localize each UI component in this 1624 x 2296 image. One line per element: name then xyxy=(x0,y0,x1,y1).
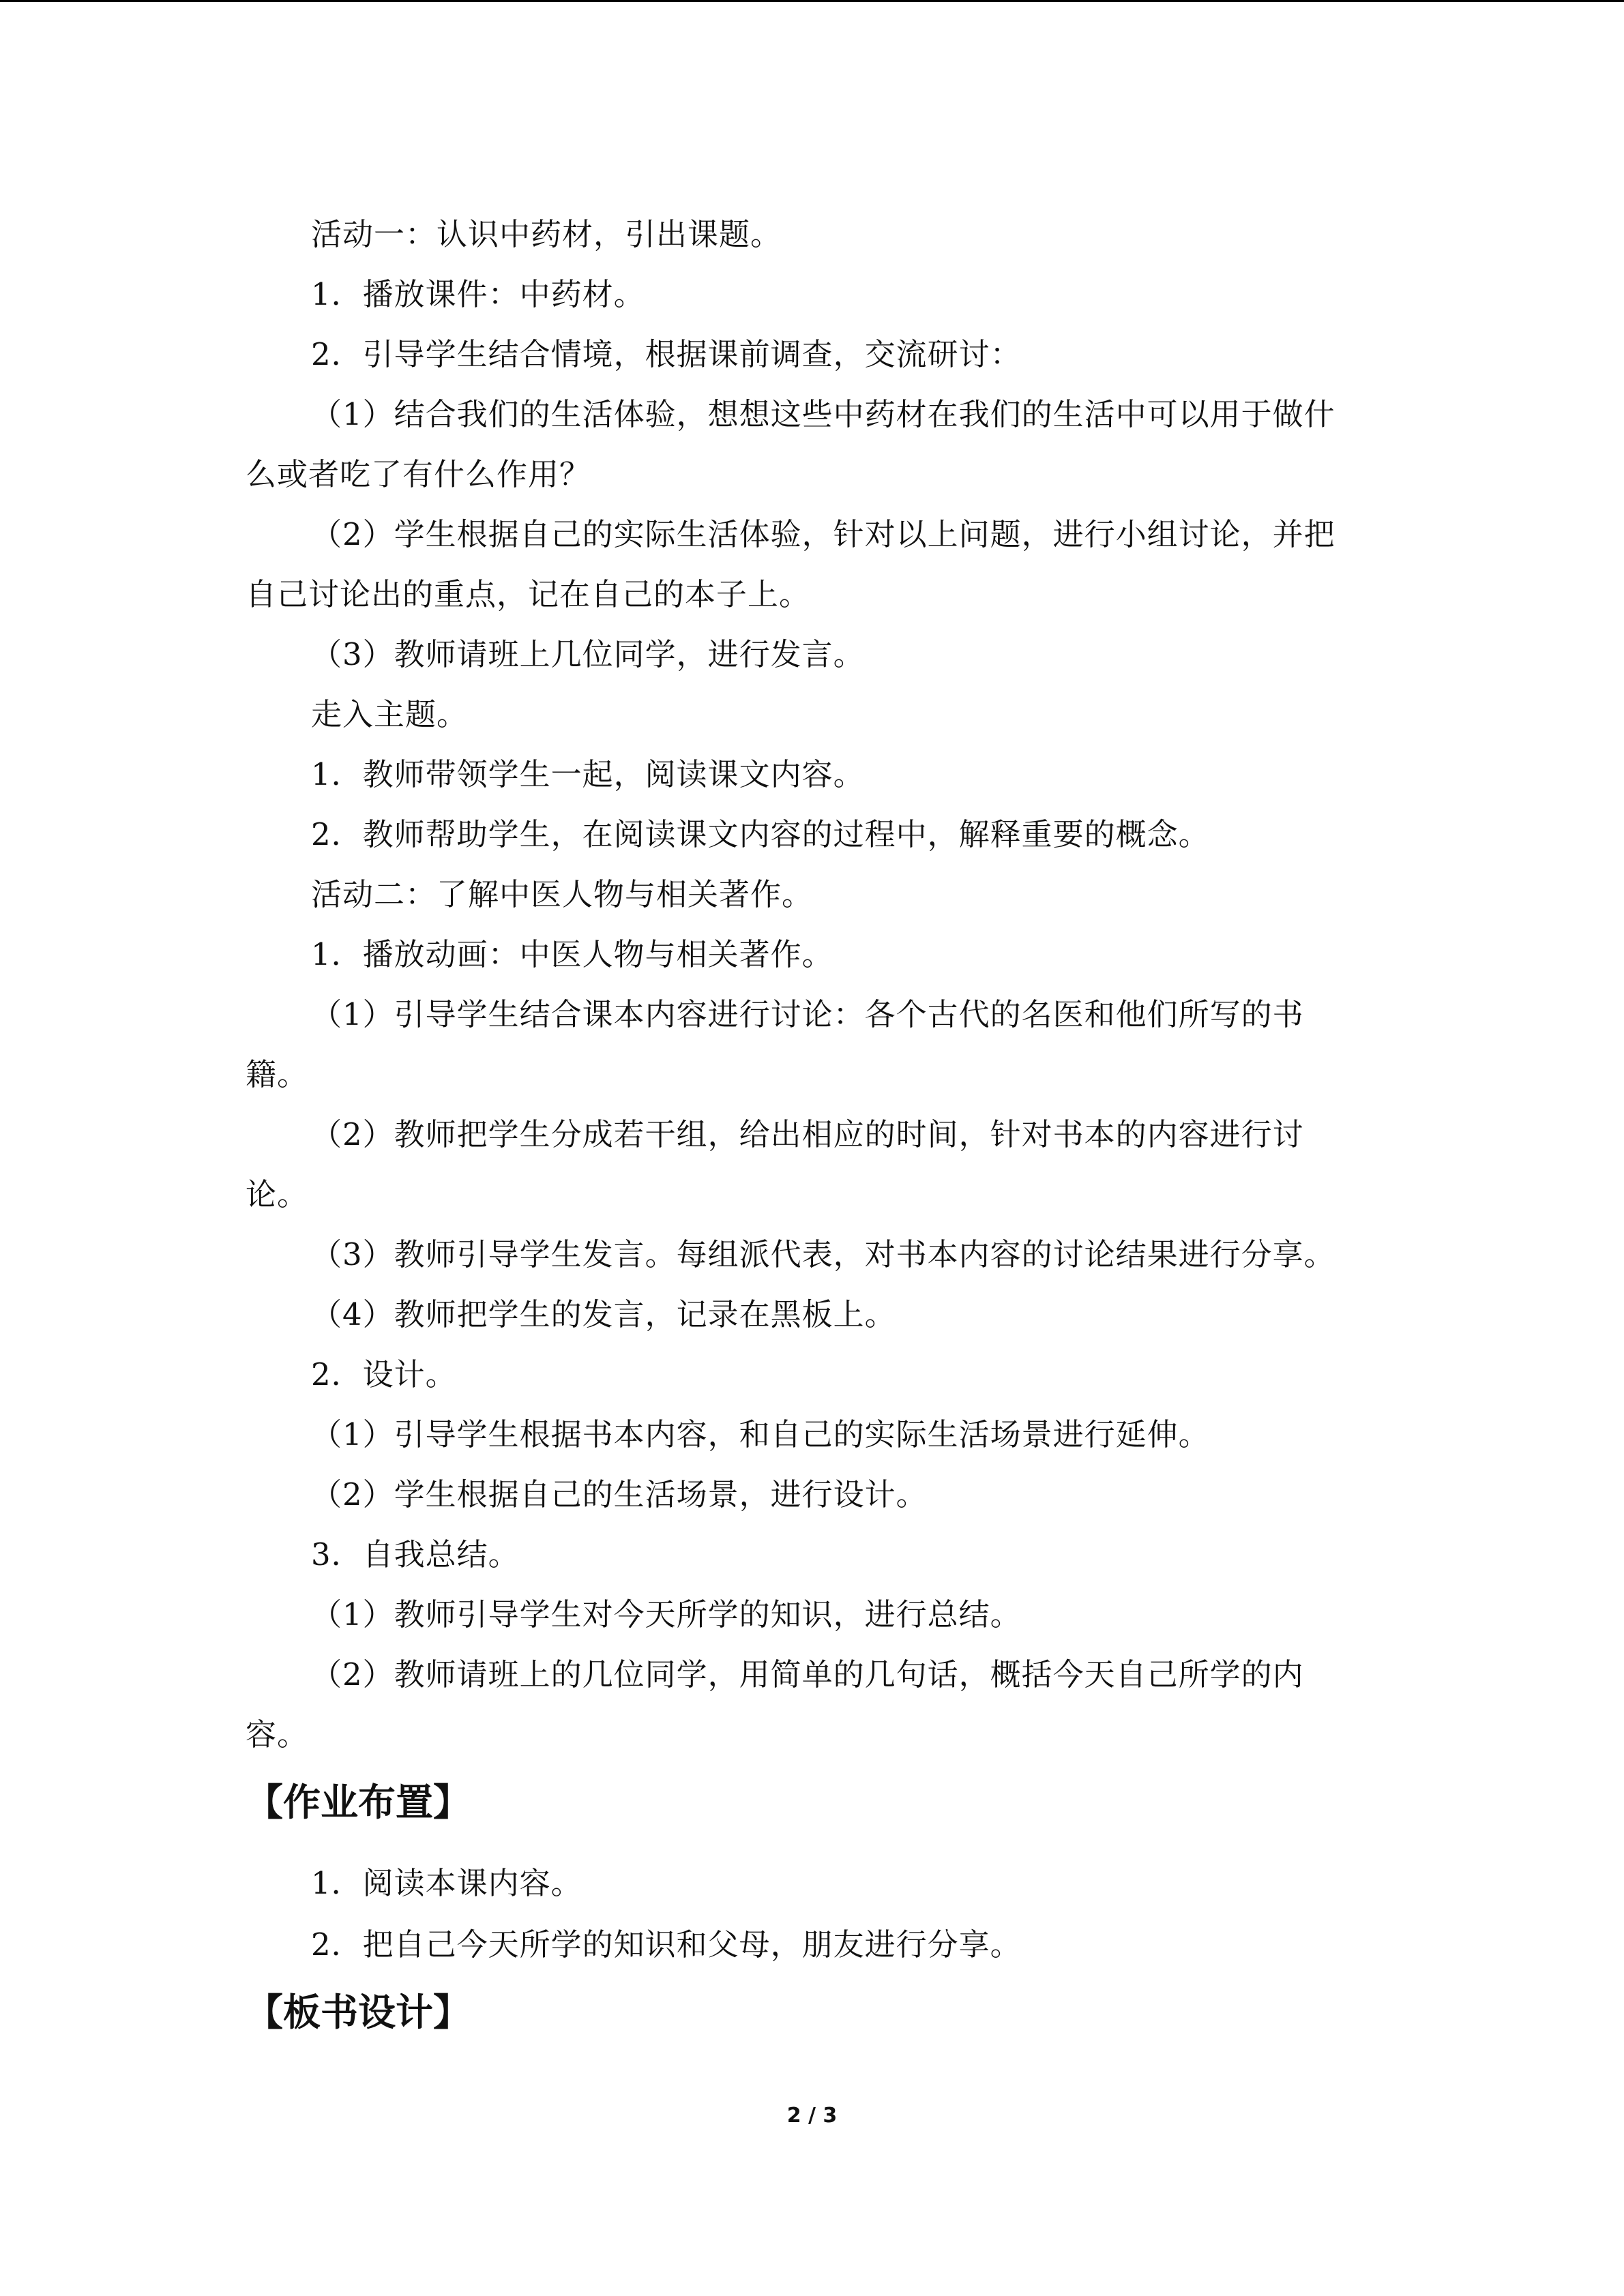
paragraph-line: 容。 xyxy=(246,1716,309,1753)
paragraph-line: （2）教师把学生分成若干组，给出相应的时间，针对书本的内容进行讨 xyxy=(311,1116,1304,1152)
paragraph-line: （2）教师请班上的几位同学，用简单的几句话，概括今天自己所学的内 xyxy=(311,1656,1304,1693)
paragraph-line: 2．设计。 xyxy=(311,1356,457,1392)
paragraph-line: （2）学生根据自己的实际生活体验，针对以上问题，进行小组讨论，并把 xyxy=(311,516,1335,552)
paragraph-line: 1．播放动画：中医人物与相关著作。 xyxy=(311,936,833,972)
page-number: 2 / 3 xyxy=(786,2104,838,2128)
board-design-heading: 【板书设计】 xyxy=(246,1991,471,2034)
paragraph-line: （2）学生根据自己的生活场景，进行设计。 xyxy=(311,1476,928,1512)
paragraph-line: 走入主题。 xyxy=(311,696,469,732)
paragraph-line: （1）教师引导学生对今天所学的知识，进行总结。 xyxy=(311,1596,1022,1632)
paragraph-line: 2．教师帮助学生，在阅读课文内容的过程中，解释重要的概念。 xyxy=(311,816,1210,852)
paragraph-line: 自己讨论出的重点，记在自己的本子上。 xyxy=(246,576,811,612)
paragraph-line: 活动一：认识中药材，引出课题。 xyxy=(311,216,782,252)
homework-item: 2．把自己今天所学的知识和父母，朋友进行分享。 xyxy=(311,1926,1022,1963)
paragraph-line: 2．引导学生结合情境，根据课前调查，交流研讨： xyxy=(311,336,1022,372)
paragraph-line: 么或者吃了有什么作用？ xyxy=(246,456,591,492)
paragraph-line: 1．播放课件：中药材。 xyxy=(311,276,645,312)
homework-item: 1．阅读本课内容。 xyxy=(311,1865,582,1901)
paragraph-line: （1）结合我们的生活体验，想想这些中药材在我们的生活中可以用于做什 xyxy=(311,396,1335,432)
paragraph-line: 论。 xyxy=(246,1176,309,1212)
paragraph-line: （4）教师把学生的发言，记录在黑板上。 xyxy=(311,1296,896,1332)
top-border xyxy=(0,0,1624,2)
paragraph-line: （3）教师请班上几位同学，进行发言。 xyxy=(311,636,865,672)
homework-heading: 【作业布置】 xyxy=(246,1780,471,1824)
paragraph-line: 籍。 xyxy=(246,1056,309,1092)
paragraph-line: （1）引导学生根据书本内容，和自己的实际生活场景进行延伸。 xyxy=(311,1416,1210,1452)
paragraph-line: 3．自我总结。 xyxy=(311,1536,520,1572)
paragraph-line: （1）引导学生结合课本内容进行讨论：各个古代的名医和他们所写的书 xyxy=(311,996,1304,1032)
paragraph-line: （3）教师引导学生发言。每组派代表，对书本内容的讨论结果进行分享。 xyxy=(311,1236,1335,1272)
paragraph-line: 1．教师带领学生一起，阅读课文内容。 xyxy=(311,756,865,792)
paragraph-line: 活动二：了解中医人物与相关著作。 xyxy=(311,876,814,912)
